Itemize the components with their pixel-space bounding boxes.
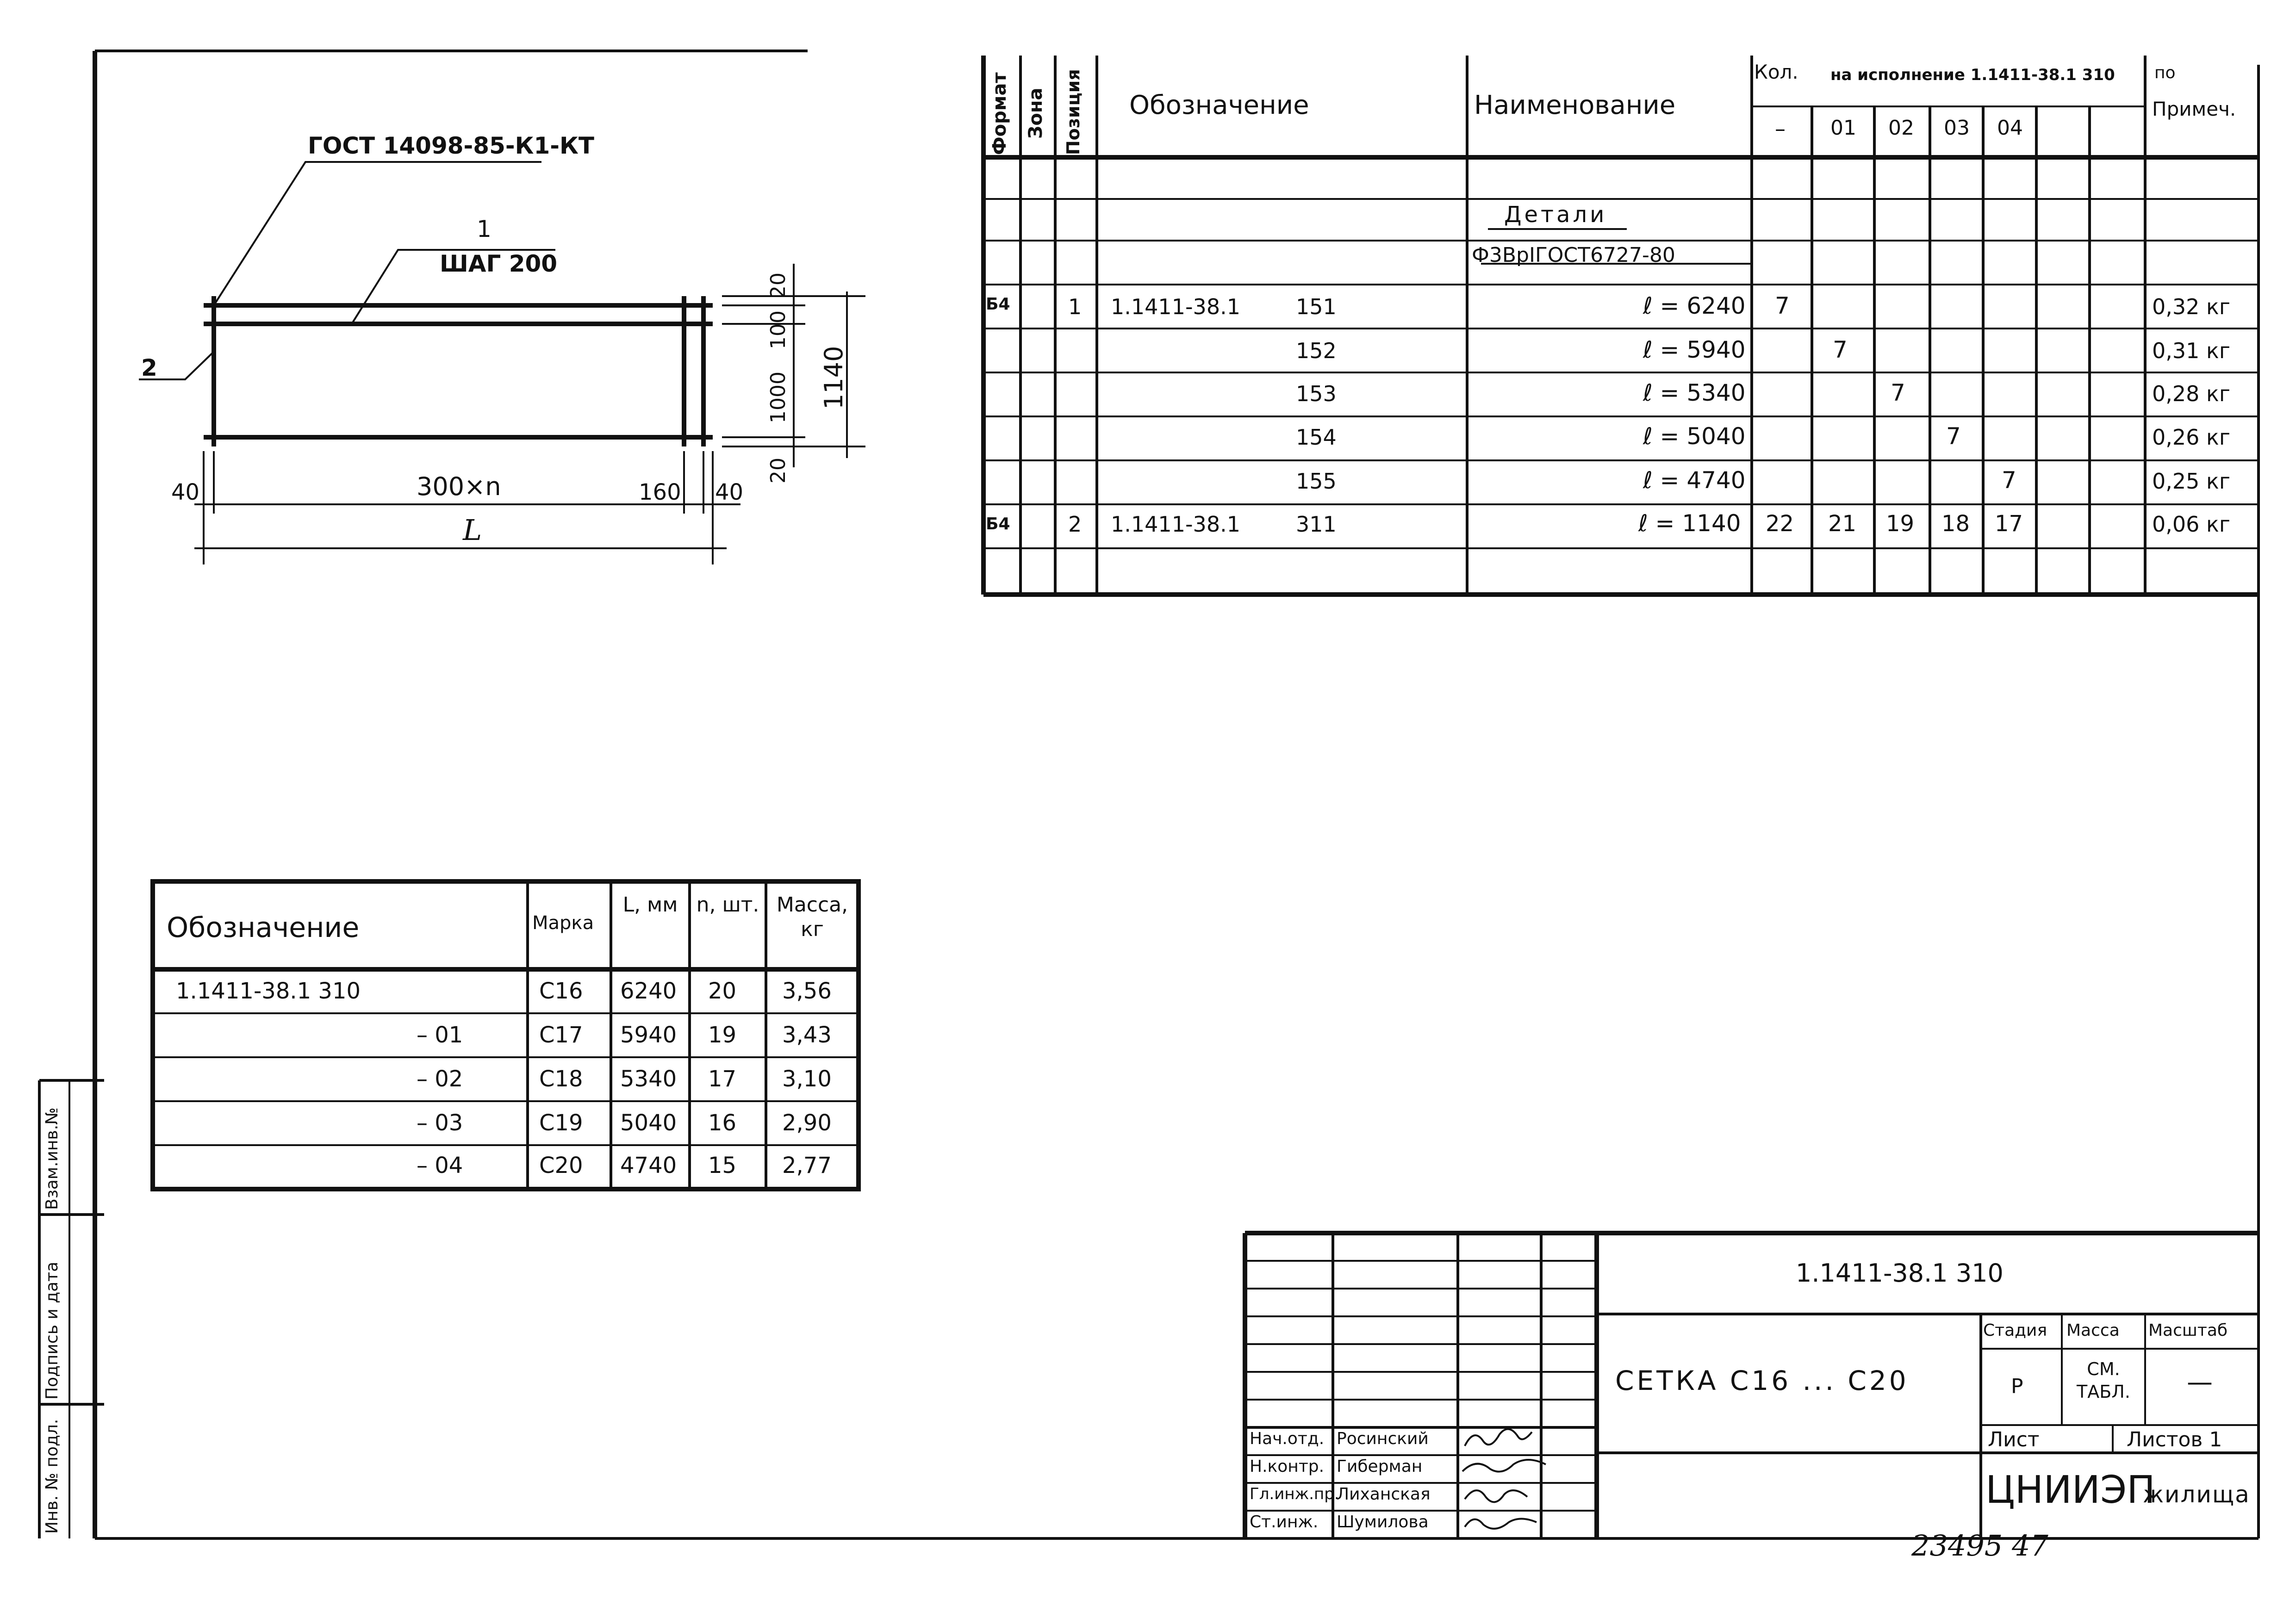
bar2-position: 2 — [141, 354, 157, 381]
marks-header-length: L, мм — [622, 893, 678, 917]
spec-header-variant: 03 — [1944, 116, 1970, 140]
signer-name: Росинский — [1337, 1429, 1429, 1448]
marks-cell-designation: – 03 — [417, 1110, 463, 1136]
spec-cell-qty: 18 — [1941, 511, 1970, 537]
spec-cell-qty: 19 — [1886, 511, 1915, 537]
spec-cell-code: 154 — [1296, 425, 1337, 450]
spec-header-designation: Обозначение — [1129, 90, 1309, 120]
spec-cell-note: 0,32 кг — [2152, 294, 2230, 319]
marks-cell-length: 5040 — [620, 1110, 677, 1136]
marks-cell-count: 19 — [708, 1022, 737, 1048]
spec-cell-name: ℓ = 5040 — [1643, 423, 1746, 450]
doc-title: СЕТКА С16 ... С20 — [1615, 1365, 1909, 1396]
side-stamp-inv-orig: Инв. № подл. — [43, 1419, 62, 1534]
spec-cell-position: 2 — [1068, 512, 1082, 537]
doc-code: 1.1411-38.1 310 — [1796, 1259, 2004, 1288]
marks-cell-length: 5340 — [620, 1066, 677, 1092]
spec-header-variant: 01 — [1830, 116, 1856, 140]
spec-header-variant: 02 — [1888, 116, 1914, 140]
marks-cell-mass: 2,77 — [782, 1153, 832, 1178]
spec-cell-note: 0,28 кг — [2152, 381, 2230, 406]
spec-cell-note: 0,31 кг — [2152, 338, 2230, 363]
stage-header: Стадия — [1983, 1321, 2047, 1340]
dim-160: 160 — [639, 479, 681, 505]
spec-header-qty-on: на исполнение 1.1411-38.1 310 — [1830, 66, 2115, 84]
spec-cell-name: ℓ = 1140 — [1638, 510, 1741, 537]
marks-cell-designation: 1.1411-38.1 310 — [176, 978, 361, 1004]
marks-header-designation: Обозначение — [167, 911, 360, 944]
spec-cell-qty: 7 — [1775, 292, 1790, 319]
spec-cell-note: 0,26 кг — [2152, 425, 2230, 450]
spec-cell-format: Б4 — [986, 295, 1010, 314]
spec-cell-qty: 22 — [1766, 511, 1794, 537]
spec-cell-designation: 1.1411-38.1 — [1111, 512, 1240, 537]
marks-cell-mark: С19 — [539, 1110, 583, 1136]
spec-header-name: Наименование — [1474, 90, 1676, 120]
org-logo-sub: жилища — [2143, 1481, 2250, 1508]
spec-cell-qty: 17 — [1995, 511, 2023, 537]
spec-cell-code: 155 — [1296, 469, 1337, 494]
spec-cell-qty: 7 — [1946, 423, 1961, 450]
marks-cell-length: 4740 — [620, 1153, 677, 1178]
marks-header-mark: Марка — [532, 912, 594, 934]
spec-header-format: Формат — [989, 72, 1010, 155]
spec-cell-name: ℓ = 5340 — [1643, 379, 1746, 406]
spec-cell-qty: 7 — [1891, 379, 1905, 406]
spec-cell-code: 311 — [1296, 512, 1337, 537]
spec-cell-qty: 7 — [2002, 467, 2016, 494]
spec-cell-code: 151 — [1296, 294, 1337, 319]
spec-cell-name: ℓ = 5940 — [1643, 336, 1746, 363]
mass-value: СМ. ТАБЛ. — [2077, 1359, 2130, 1402]
signer-role: Н.контр. — [1250, 1457, 1325, 1476]
marks-header-mass: Масса, кг — [776, 893, 848, 941]
marks-cell-mark: С16 — [539, 978, 583, 1004]
bar1-position: 1 — [477, 216, 492, 242]
marks-cell-designation: – 01 — [417, 1022, 463, 1048]
marks-cell-mass: 2,90 — [782, 1110, 832, 1136]
spec-header-position: Позиция — [1063, 69, 1083, 155]
marks-cell-count: 20 — [708, 978, 737, 1004]
spec-header-qty: Кол. — [1754, 61, 1798, 83]
dim-20-top: 20 — [766, 273, 790, 298]
sheet-label: Лист — [1988, 1428, 2040, 1451]
signer-role: Нач.отд. — [1250, 1429, 1325, 1448]
marks-cell-mark: С18 — [539, 1066, 583, 1092]
spec-cell-designation: 1.1411-38.1 — [1111, 294, 1240, 319]
spec-cell-name: ℓ = 6240 — [1643, 292, 1746, 319]
spec-header-variant: 04 — [1997, 116, 2023, 140]
spec-cell-format: Б4 — [986, 515, 1010, 533]
spec-cell-note: 0,25 кг — [2152, 469, 2230, 494]
spec-header-variant: – — [1775, 116, 1786, 141]
dim-20-bottom: 20 — [766, 458, 790, 484]
marks-cell-mass: 3,43 — [782, 1022, 832, 1048]
marks-cell-count: 15 — [708, 1153, 737, 1178]
marks-cell-mark: С20 — [539, 1153, 583, 1178]
dim-100: 100 — [766, 310, 790, 349]
archive-number: 23495 47 — [1911, 1529, 2048, 1562]
dim-1000: 1000 — [766, 372, 790, 423]
dim-span: 300×n — [417, 472, 501, 501]
marks-cell-count: 17 — [708, 1066, 737, 1092]
dim-1140: 1140 — [819, 346, 848, 409]
spec-material: Ф3ВрIГОСТ6727-80 — [1472, 243, 1675, 267]
signer-name: Гиберман — [1337, 1457, 1423, 1476]
marks-cell-count: 16 — [708, 1110, 737, 1136]
spec-header-zone: Зона — [1025, 87, 1046, 139]
side-stamp-inv-repl: Взам.инв.№ — [43, 1107, 62, 1210]
spec-section-title: Детали — [1504, 202, 1607, 228]
marks-cell-mass: 3,10 — [782, 1066, 832, 1092]
marks-cell-designation: – 04 — [417, 1153, 463, 1178]
stage-value: Р — [2011, 1375, 2023, 1398]
sheets-label: Листов 1 — [2127, 1428, 2222, 1451]
spec-header-note-top: по — [2154, 63, 2176, 82]
marks-cell-length: 6240 — [620, 978, 677, 1004]
dim-right: 40 — [715, 479, 744, 505]
spec-cell-qty: 7 — [1833, 336, 1848, 363]
signer-name: Лиханская — [1337, 1485, 1431, 1504]
marks-cell-mark: С17 — [539, 1022, 583, 1048]
scale-value: — — [2187, 1367, 2213, 1397]
org-logo-main: ЦНИИЭП — [1985, 1468, 2155, 1512]
scale-header: Масштаб — [2148, 1321, 2228, 1340]
marks-cell-mass: 3,56 — [782, 978, 832, 1004]
marks-cell-length: 5940 — [620, 1022, 677, 1048]
signer-role: Ст.инж. — [1250, 1513, 1319, 1531]
spec-cell-code: 152 — [1296, 338, 1337, 363]
spec-cell-qty: 21 — [1828, 511, 1857, 537]
spec-cell-position: 1 — [1068, 294, 1082, 319]
spec-cell-code: 153 — [1296, 381, 1337, 406]
spec-cell-note: 0,06 кг — [2152, 512, 2230, 537]
signer-name: Шумилова — [1337, 1513, 1429, 1531]
gost-label: ГОСТ 14098-85-К1-КТ — [308, 132, 594, 159]
dim-length: L — [463, 513, 482, 547]
marks-cell-designation: – 02 — [417, 1066, 463, 1092]
spec-cell-name: ℓ = 4740 — [1643, 467, 1746, 494]
signer-role: Гл.инж.пр. — [1250, 1485, 1339, 1503]
side-stamp-sign-date: Подпись и дата — [43, 1261, 62, 1400]
bar1-step: ШАГ 200 — [440, 250, 558, 277]
spec-header-note: Примеч. — [2152, 98, 2236, 120]
marks-header-count: n, шт. — [696, 893, 759, 917]
dim-left: 40 — [171, 479, 200, 505]
mass-header: Масса — [2066, 1321, 2120, 1340]
